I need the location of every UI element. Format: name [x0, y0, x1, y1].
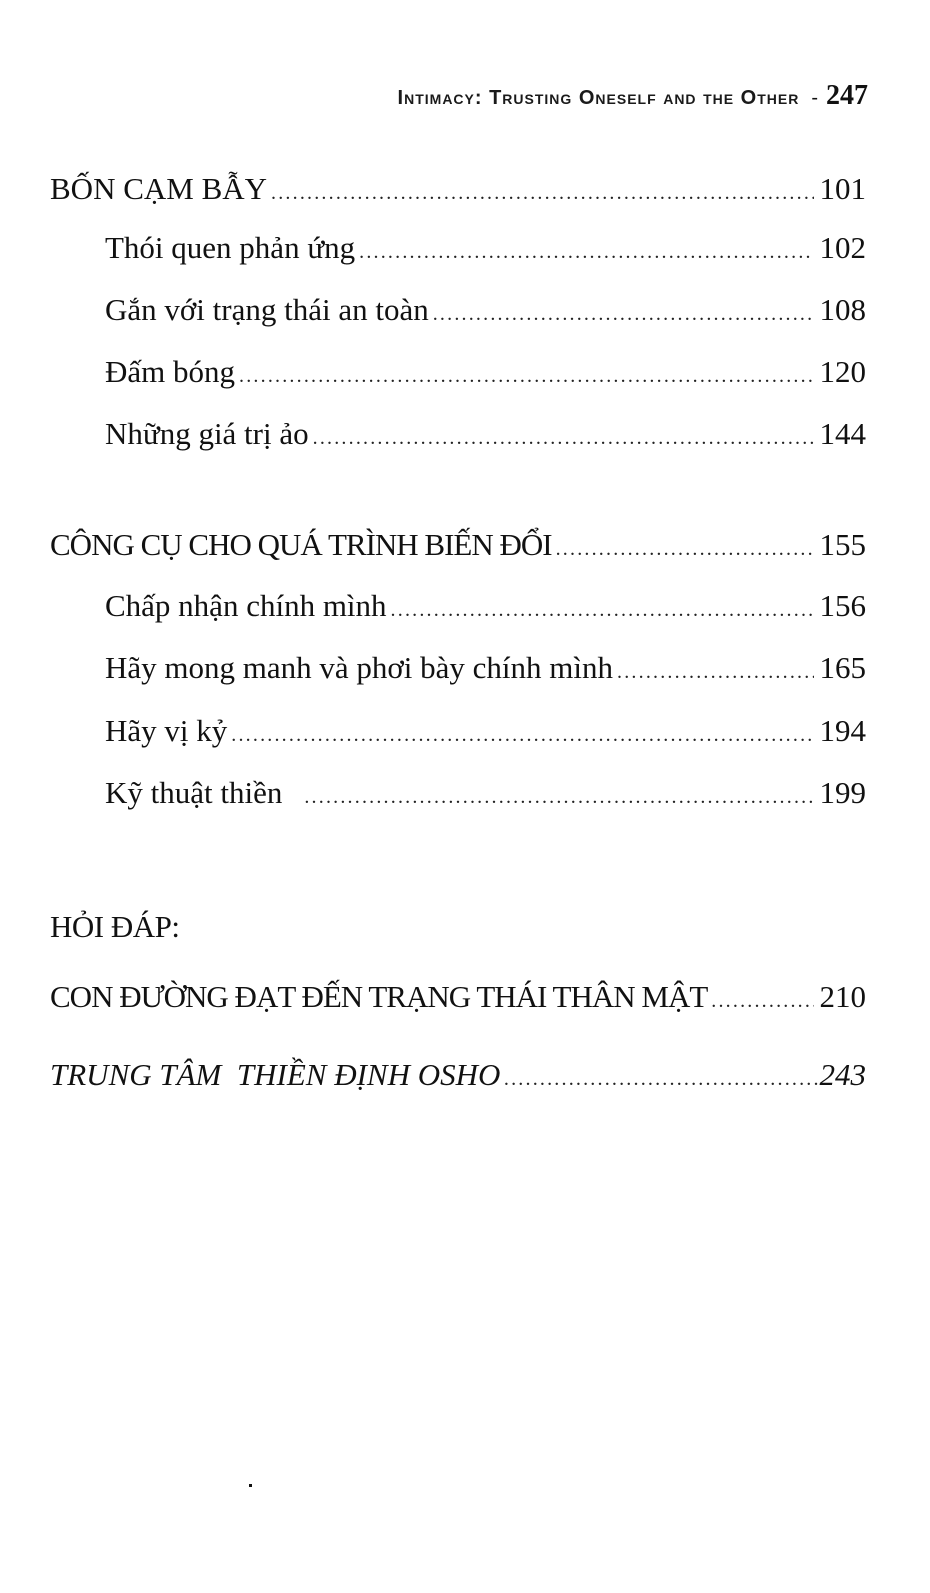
toc-entry-title: BỐN CẠM BẪY — [50, 171, 268, 206]
toc-entry-page: 199 — [819, 775, 866, 810]
toc-entry-page: 120 — [819, 354, 866, 389]
toc-entry-title: Đấm bóng — [105, 354, 236, 389]
qa-heading: HỎI ĐÁP: — [50, 909, 180, 944]
toc-section-entry — [50, 170, 866, 212]
toc-subentry — [105, 353, 866, 395]
toc-entry-page: 144 — [819, 416, 866, 451]
dot-leader — [391, 591, 814, 629]
running-header — [398, 80, 868, 112]
toc-entry-title: Kỹ thuật thiền — [105, 775, 283, 810]
toc-subentry — [105, 774, 866, 816]
toc-entry-title: Chấp nhận chính mình — [105, 588, 387, 623]
toc-entry-title: Thói quen phản ứng — [105, 230, 356, 265]
toc-subentry — [105, 587, 866, 629]
toc-entry-page: 101 — [819, 171, 866, 206]
toc-entry-title: Hãy vị kỷ — [105, 713, 228, 748]
dot-leader — [271, 174, 813, 212]
header-separator: - — [811, 87, 818, 109]
toc-entry-title: TRUNG TÂM THIỀN ĐỊNH OSHO — [50, 1057, 501, 1092]
dot-leader — [239, 357, 813, 395]
running-title: Intimacy: Trusting Oneself and the Other — [397, 87, 800, 109]
dot-leader — [617, 653, 813, 691]
toc-entry-page: 165 — [819, 650, 866, 685]
toc-entry-page: 156 — [819, 588, 866, 623]
toc-subentry — [105, 415, 866, 457]
toc-entry-page: 210 — [819, 979, 866, 1014]
toc-subentry — [105, 712, 866, 754]
toc-qa-entry — [50, 978, 866, 1020]
toc-subentry — [105, 291, 866, 333]
toc-subentry — [105, 229, 866, 271]
toc-entry-page: 102 — [819, 230, 866, 265]
toc-entry-title: Gắn với trạng thái an toàn — [105, 292, 429, 327]
toc-section-entry — [50, 526, 866, 568]
dot-leader — [313, 419, 814, 457]
toc-entry-title: Hãy mong manh và phơi bày chính mình — [105, 650, 614, 685]
dot-leader — [304, 778, 813, 816]
toc-entry-page: 194 — [819, 713, 866, 748]
toc-entry-title: CON ĐƯỜNG ĐẠT ĐẾN TRẠNG THÁI THÂN MẬT — [50, 979, 708, 1014]
toc-entry-title: Những giá trị ảo — [105, 416, 309, 451]
toc-entry-page: 243 — [819, 1057, 866, 1092]
dot-leader — [556, 530, 814, 568]
toc-entry-title: CÔNG CỤ CHO QUÁ TRÌNH BIẾN ĐỔI — [50, 527, 552, 562]
dot-leader — [711, 982, 813, 1020]
dot-leader — [433, 295, 814, 333]
toc-subentry — [105, 649, 866, 691]
toc-appendix-entry — [50, 1056, 866, 1098]
page-number: 247 — [826, 80, 868, 111]
scan-speck — [249, 1484, 252, 1487]
dot-leader — [359, 233, 813, 271]
dot-leader — [504, 1060, 819, 1098]
dot-leader — [231, 716, 813, 754]
toc-entry-page: 108 — [819, 292, 866, 327]
toc-entry-page: 155 — [819, 527, 866, 562]
